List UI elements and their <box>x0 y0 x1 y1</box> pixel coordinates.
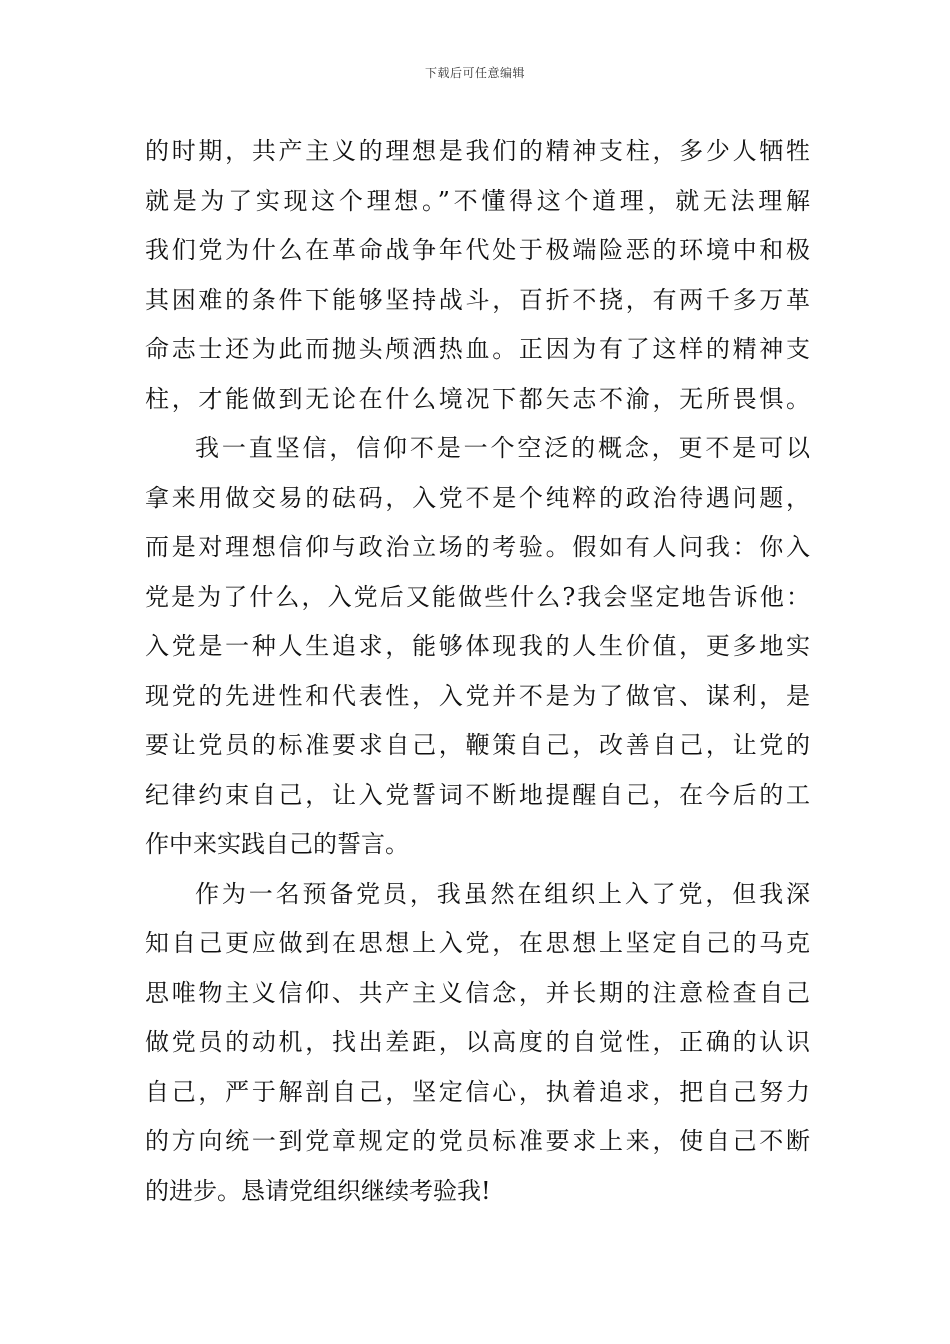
text-line: 的方向统一到党章规定的党员标准要求上来，使自己不断 <box>145 1127 810 1155</box>
text-line: 其困难的条件下能够坚持战斗，百折不挠，有两千多万革 <box>145 285 810 314</box>
page-header: 下载后可任意编辑 <box>424 66 525 80</box>
text-line: 现党的先进性和代表性，入党并不是为了做官、谋利，是 <box>145 681 810 710</box>
text-line: 的时期，共产主义的理想是我们的精神支柱，多少人牺牲 <box>145 137 810 165</box>
paragraph-3 <box>145 870 810 1217</box>
document-body <box>145 127 810 1216</box>
text-line: 作为一名预备党员，我虽然在组织上入了党，但我深 <box>195 879 810 908</box>
text-line: 入党是一种人生追求，能够体现我的人生价值，更多地实 <box>145 632 810 660</box>
paragraph-2 <box>145 424 810 870</box>
text-line: 做党员的动机，找出差距，以高度的自觉性，正确的认识 <box>145 1028 810 1056</box>
text-line: 思唯物主义信仰、共产主义信念，并长期的注意检查自己 <box>145 978 810 1007</box>
paragraph-1 <box>145 127 810 424</box>
text-line: 作中来实践自己的誓言。 <box>145 830 409 858</box>
text-line: 的进步。恳请党组织继续考验我! <box>145 1176 491 1205</box>
text-line: 而是对理想信仰与政治立场的考验。假如有人问我：你入 <box>145 533 810 561</box>
text-line: 我一直坚信，信仰不是一个空泛的概念，更不是可以 <box>195 434 810 462</box>
text-line: 命志士还为此而抛头颅洒热血。正因为有了这样的精神支 <box>145 335 810 363</box>
text-line: 拿来用做交易的砝码，入党不是个纯粹的政治待遇问题， <box>145 483 810 512</box>
text-line: 知自己更应做到在思想上入党，在思想上坚定自己的马克 <box>145 929 810 957</box>
text-line: 柱，才能做到无论在什么境况下都矢志不渝，无所畏惧。 <box>145 384 810 413</box>
text-line: 自己，严于解剖自己，坚定信心，执着追求，把自己努力 <box>145 1077 810 1106</box>
text-line: 我们党为什么在革命战争年代处于极端险恶的环境中和极 <box>145 236 810 264</box>
text-line: 就是为了实现这个理想。”不懂得这个道理，就无法理解 <box>145 186 810 215</box>
text-line: 纪律约束自己，让入党誓词不断地提醒自己，在今后的工 <box>145 780 810 809</box>
text-line: 党是为了什么，入党后又能做些什么?我会坚定地告诉他： <box>145 582 810 611</box>
text-line: 要让党员的标准要求自己，鞭策自己，改善自己，让党的 <box>145 731 810 759</box>
